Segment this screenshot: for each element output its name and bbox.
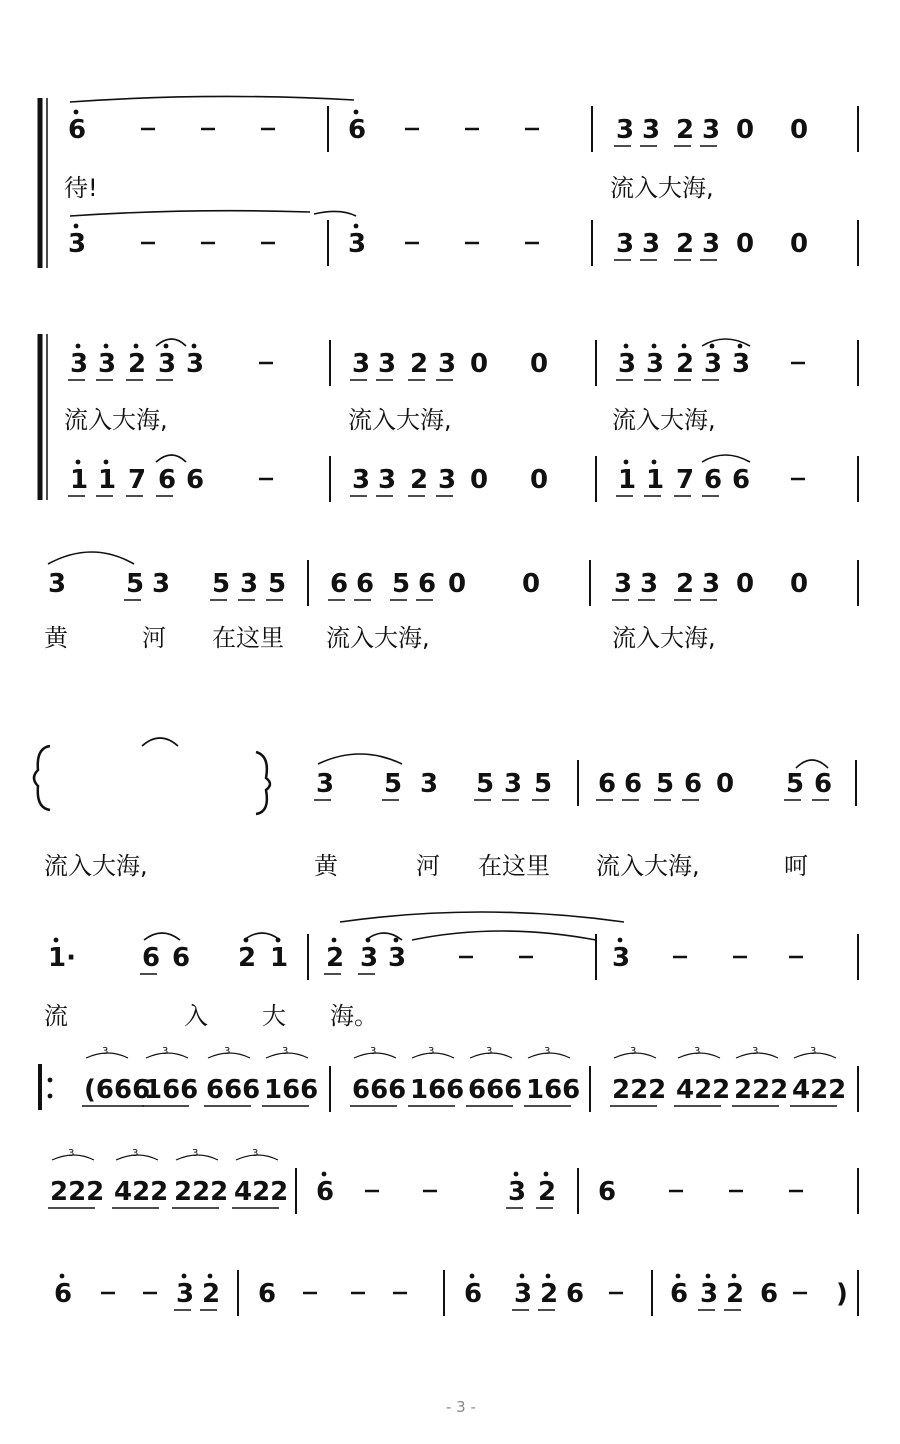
triplet-mark: 3 [132, 1148, 139, 1159]
note: 3 [618, 349, 637, 379]
note: 3 [316, 769, 335, 799]
note: 3 [48, 569, 67, 599]
lyric-text: 流入大海, [596, 852, 700, 880]
tie-slur [314, 211, 356, 216]
note: 2 [726, 1279, 745, 1309]
triplet-mark: 3 [102, 1046, 109, 1057]
lyric-text: 大 [262, 1002, 286, 1030]
note: 3 [702, 229, 721, 259]
note: 6 [464, 1279, 483, 1309]
note: 2 [538, 1177, 557, 1207]
note: 2 [238, 943, 257, 973]
lyric-text: 在这里 [212, 624, 284, 652]
note: 0 [716, 769, 735, 799]
octave-dot [76, 344, 81, 349]
note: 666 [468, 1075, 523, 1105]
note: 166 [264, 1075, 319, 1105]
triplet-mark: 3 [192, 1148, 199, 1159]
note: 3 [348, 229, 367, 259]
note: 1 [646, 465, 665, 495]
octave-dot [192, 344, 197, 349]
triplet-mark: 3 [694, 1046, 701, 1057]
tie-slur [702, 339, 750, 346]
lyric-text: 呵 [784, 852, 808, 880]
note: 0 [522, 569, 541, 599]
octave-dot [624, 460, 629, 465]
note: 222 [50, 1177, 105, 1207]
note: 2 [676, 349, 695, 379]
tie-slur [796, 760, 828, 768]
note: 1· [48, 943, 76, 973]
note: 5 [786, 769, 805, 799]
note: 0 [790, 229, 809, 259]
note: (666 [84, 1075, 151, 1105]
octave-dot [164, 344, 169, 349]
note: 6 [418, 569, 437, 599]
octave-dot [74, 110, 79, 115]
note: 0 [470, 349, 489, 379]
triplet-mark: 3 [252, 1148, 259, 1159]
note: 6 [158, 465, 177, 495]
note: 3 [378, 465, 397, 495]
note: 5 [268, 569, 287, 599]
note: 3 [614, 569, 633, 599]
note: 1 [618, 465, 637, 495]
tie-slur [412, 931, 596, 940]
octave-dot [354, 110, 359, 115]
note: 5 [384, 769, 403, 799]
note: 222 [734, 1075, 789, 1105]
tie-slur [142, 738, 178, 746]
note: 3 [438, 349, 457, 379]
note: 6 [54, 1279, 73, 1309]
brace [34, 746, 50, 810]
note: 2 [410, 465, 429, 495]
note: 3 [642, 115, 661, 145]
note: 3 [352, 349, 371, 379]
lyric-text: 流入大海, [44, 852, 148, 880]
tie-slur [156, 339, 186, 346]
note: 6 [760, 1279, 779, 1309]
note: 3 [352, 465, 371, 495]
octave-dot [332, 938, 337, 943]
triplet-mark: 3 [162, 1046, 169, 1057]
note: 0 [736, 115, 755, 145]
note: 2 [540, 1279, 559, 1309]
note: 2 [410, 349, 429, 379]
octave-dot [134, 344, 139, 349]
note: 5 [126, 569, 145, 599]
note: 422 [234, 1177, 289, 1207]
octave-dot [514, 1172, 519, 1177]
note: 5 [656, 769, 675, 799]
lyric-text: 海。 [330, 1002, 378, 1030]
note: 3 [378, 349, 397, 379]
note: 166 [526, 1075, 581, 1105]
note: 6 [186, 465, 205, 495]
note: 3 [438, 465, 457, 495]
note: 0 [530, 349, 549, 379]
note: 1 [98, 465, 117, 495]
note: 0 [790, 115, 809, 145]
tie-slur [70, 96, 354, 102]
tie-slur [144, 933, 180, 940]
note: 6 [670, 1279, 689, 1309]
note: 6 [814, 769, 833, 799]
octave-dot [354, 224, 359, 229]
note: 3 [646, 349, 665, 379]
octave-dot [706, 1274, 711, 1279]
lyric-text: 黄 [314, 852, 338, 880]
note: 3 [700, 1279, 719, 1309]
lyric-text: 流入大海, [348, 406, 452, 434]
octave-dot [208, 1274, 213, 1279]
note: 1 [70, 465, 89, 495]
lyric-text: 流入大海, [64, 406, 168, 434]
note: 0 [448, 569, 467, 599]
note: 422 [792, 1075, 847, 1105]
octave-dot [738, 344, 743, 349]
triplet-mark: 3 [810, 1046, 817, 1057]
note: 3 [704, 349, 723, 379]
octave-dot [104, 460, 109, 465]
lyric-text: 河 [416, 852, 440, 880]
lyric-text: 流入大海, [612, 406, 716, 434]
triplet-mark: 3 [544, 1046, 551, 1057]
lyric-text: 待! [64, 174, 98, 202]
note: 6 [316, 1177, 335, 1207]
note: 2 [128, 349, 147, 379]
octave-dot [104, 344, 109, 349]
note: 222 [174, 1177, 229, 1207]
note: 6 [598, 1177, 617, 1207]
octave-dot [544, 1172, 549, 1177]
note: 6 [704, 465, 723, 495]
note: 3 [514, 1279, 533, 1309]
note: 5 [392, 569, 411, 599]
brace [256, 752, 270, 814]
note: 7 [128, 465, 147, 495]
note: 0 [530, 465, 549, 495]
note: 2 [202, 1279, 221, 1309]
octave-dot [322, 1172, 327, 1177]
octave-dot [546, 1274, 551, 1279]
triplet-mark: 3 [752, 1046, 759, 1057]
tie-slur [244, 933, 280, 940]
repeat-dot [48, 1094, 53, 1099]
note: 6 [142, 943, 161, 973]
note: 666 [206, 1075, 261, 1105]
note: 0 [470, 465, 489, 495]
note: 6 [348, 115, 367, 145]
lyric-text: 在这里 [478, 852, 550, 880]
octave-dot [74, 224, 79, 229]
note: 3 [186, 349, 205, 379]
note: 166 [410, 1075, 465, 1105]
triplet-mark: 3 [224, 1046, 231, 1057]
lyric-text: 入 [184, 1002, 208, 1030]
tie-slur [70, 211, 310, 216]
tie-slur [48, 552, 134, 564]
note: 2 [676, 229, 695, 259]
note: 3 [702, 115, 721, 145]
lyric-text: 流入大海, [612, 624, 716, 652]
octave-dot [652, 344, 657, 349]
note: 2 [676, 569, 695, 599]
octave-dot [652, 460, 657, 465]
octave-dot [182, 1274, 187, 1279]
lyric-text: 流 [44, 1002, 68, 1030]
note: 5 [534, 769, 553, 799]
octave-dot [732, 1274, 737, 1279]
note: 2 [326, 943, 345, 973]
note: 7 [676, 465, 695, 495]
note: ) [836, 1279, 848, 1309]
triplet-mark: 3 [370, 1046, 377, 1057]
note: 3 [70, 349, 89, 379]
octave-dot [710, 344, 715, 349]
page-number-text: - 3 - [446, 1398, 476, 1416]
note: 5 [212, 569, 231, 599]
note: 3 [98, 349, 117, 379]
tie-slur [340, 912, 624, 922]
note: 3 [176, 1279, 195, 1309]
note: 222 [612, 1075, 667, 1105]
octave-dot [676, 1274, 681, 1279]
note: 422 [114, 1177, 169, 1207]
note: 3 [612, 943, 631, 973]
octave-dot [76, 460, 81, 465]
octave-dot [624, 344, 629, 349]
note: 3 [504, 769, 523, 799]
octave-dot [682, 344, 687, 349]
octave-dot [54, 938, 59, 943]
note: 3 [420, 769, 439, 799]
triplet-mark: 3 [428, 1046, 435, 1057]
note: 2 [676, 115, 695, 145]
note: 6 [172, 943, 191, 973]
note: 0 [736, 229, 755, 259]
note: 0 [736, 569, 755, 599]
note: 3 [240, 569, 259, 599]
triplet-mark: 3 [630, 1046, 637, 1057]
note: 6 [330, 569, 349, 599]
octave-dot [60, 1274, 65, 1279]
tie-slur [702, 455, 750, 462]
note: 3 [702, 569, 721, 599]
lyric-text: 流入大海, [326, 624, 430, 652]
note: 6 [68, 115, 87, 145]
note: 6 [624, 769, 643, 799]
triplet-mark: 3 [282, 1046, 289, 1057]
note: 6 [684, 769, 703, 799]
note: 422 [676, 1075, 731, 1105]
octave-dot [470, 1274, 475, 1279]
note: 3 [508, 1177, 527, 1207]
note: 1 [270, 943, 289, 973]
triplet-mark: 3 [68, 1148, 75, 1159]
note: 3 [732, 349, 751, 379]
note: 6 [356, 569, 375, 599]
triplet-mark: 3 [486, 1046, 493, 1057]
tie-slur [156, 455, 186, 462]
note: 3 [642, 229, 661, 259]
note: 166 [144, 1075, 199, 1105]
octave-dot [394, 938, 399, 943]
note: 6 [566, 1279, 585, 1309]
note: 3 [616, 229, 635, 259]
note: 666 [352, 1075, 407, 1105]
lyric-text: 河 [142, 624, 166, 652]
note: 3 [152, 569, 171, 599]
note: 3 [388, 943, 407, 973]
note: 6 [598, 769, 617, 799]
note: 6 [732, 465, 751, 495]
note: 3 [640, 569, 659, 599]
lyric-text: 黄 [44, 624, 68, 652]
octave-dot [520, 1274, 525, 1279]
octave-dot [618, 938, 623, 943]
repeat-dot [48, 1078, 53, 1083]
note: 5 [476, 769, 495, 799]
note: 6 [258, 1279, 277, 1309]
tie-slur [318, 754, 402, 764]
note: 3 [158, 349, 177, 379]
note: 3 [68, 229, 87, 259]
lyric-text: 流入大海, [610, 174, 714, 202]
note: 0 [790, 569, 809, 599]
note: 3 [616, 115, 635, 145]
note: 3 [360, 943, 379, 973]
